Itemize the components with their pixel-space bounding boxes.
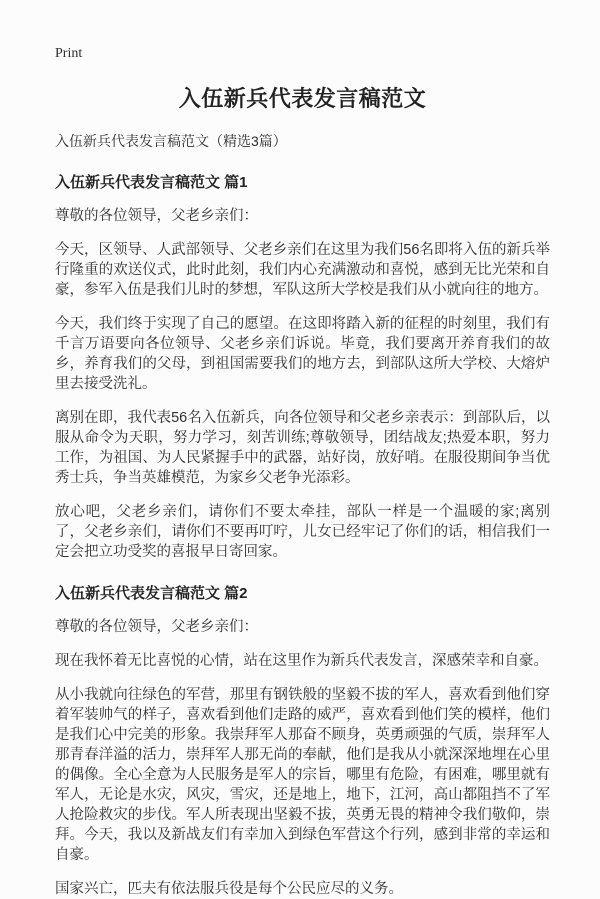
paragraph: 离别在即，我代表56名入伍新兵，向各位领导和父老乡亲表示：到部队后，以服从命令为天职，努力学习，刻苦训练;尊敬领导，团结战友;热爱本职，努力工作，为祖国、为人民紧握手中的武器，站好岗，放好哨。在服役期间争当优秀士兵，争当英雄模范，为家乡父老争光添彩。 [55,410,550,486]
paragraph: 放心吧，父老乡亲们，请你们不要太牵挂，部队一样是一个温暖的家;离别了，父老乡亲们，请你们不要再叮咛，儿女已经牢记了你们的话，相信我们一定会把立功受奖的喜报早日寄回家。 [55,504,550,560]
section-heading: 入伍新兵代表发言稿范文 篇2 [55,585,248,602]
paragraph: 现在我怀着无比喜悦的心情，站在这里作为新兵代表发言，深感荣幸和自豪。 [55,653,548,669]
salutation: 尊敬的各位领导，父老乡亲们： [55,619,258,635]
salutation: 尊敬的各位领导，父老乡亲们： [55,208,258,224]
paragraph: 今天，我们终于实现了自己的愿望。在这即将踏入新的征程的时刻里，我们有千言万语要向各位领导、父老乡亲们诉说。毕竟，我们要离开养育我们的故乡，养育我们的父母，到祖国需要我们的地方去，到部队这所大学校、大熔炉里去接受洗礼。 [55,316,550,392]
print-link[interactable]: Print [55,46,83,61]
page-title: 入伍新兵代表发言稿范文 [178,86,427,111]
document-body [55,171,550,899]
paragraph: 今天，区领导、人武部领导、父老乡亲们在这里为我们56名即将入伍的新兵举行隆重的欢送仪式，此时此刻，我们内心充满激动和喜悦，感到无比光荣和自豪，参军入伍是我们儿时的梦想，军队这所大学校是我们从小就向往的地方。 [55,242,550,298]
paragraph: 从小我就向往绿色的军营，那里有钢铁般的坚毅不拔的军人，喜欢看到他们穿着军装帅气的样子，喜欢看到他们走路的威严，喜欢看到他们笑的模样，他们是我们心中完美的形象。我崇拜军人那奋不顾身，英勇顽强的气质，崇拜军人那青春洋溢的活力，崇拜军人那无尚的奉献，他们是我从小就深深地埋在心里的偶像。全心全意为人民服务是军人的宗旨，哪里有危险，有困难，哪里就有军人，无论是水灾，风灾，雪灾，还是地上，地下，江河，高山都阻挡不了军人抢险救灾的步伐。军人所表现出坚毅不拔，英勇无畏的精神令我们敬仰，崇拜。今天，我以及新战友们有幸加入到绿色军营这个行列，感到非常的幸运和自豪。 [55,687,550,863]
doc-subtitle: 入伍新兵代表发言稿范文（精选3篇） [55,133,287,149]
section-heading: 入伍新兵代表发言稿范文 篇1 [55,174,248,191]
paragraph: 国家兴亡，匹夫有依法服兵役是每个公民应尽的义务。 [55,881,403,897]
